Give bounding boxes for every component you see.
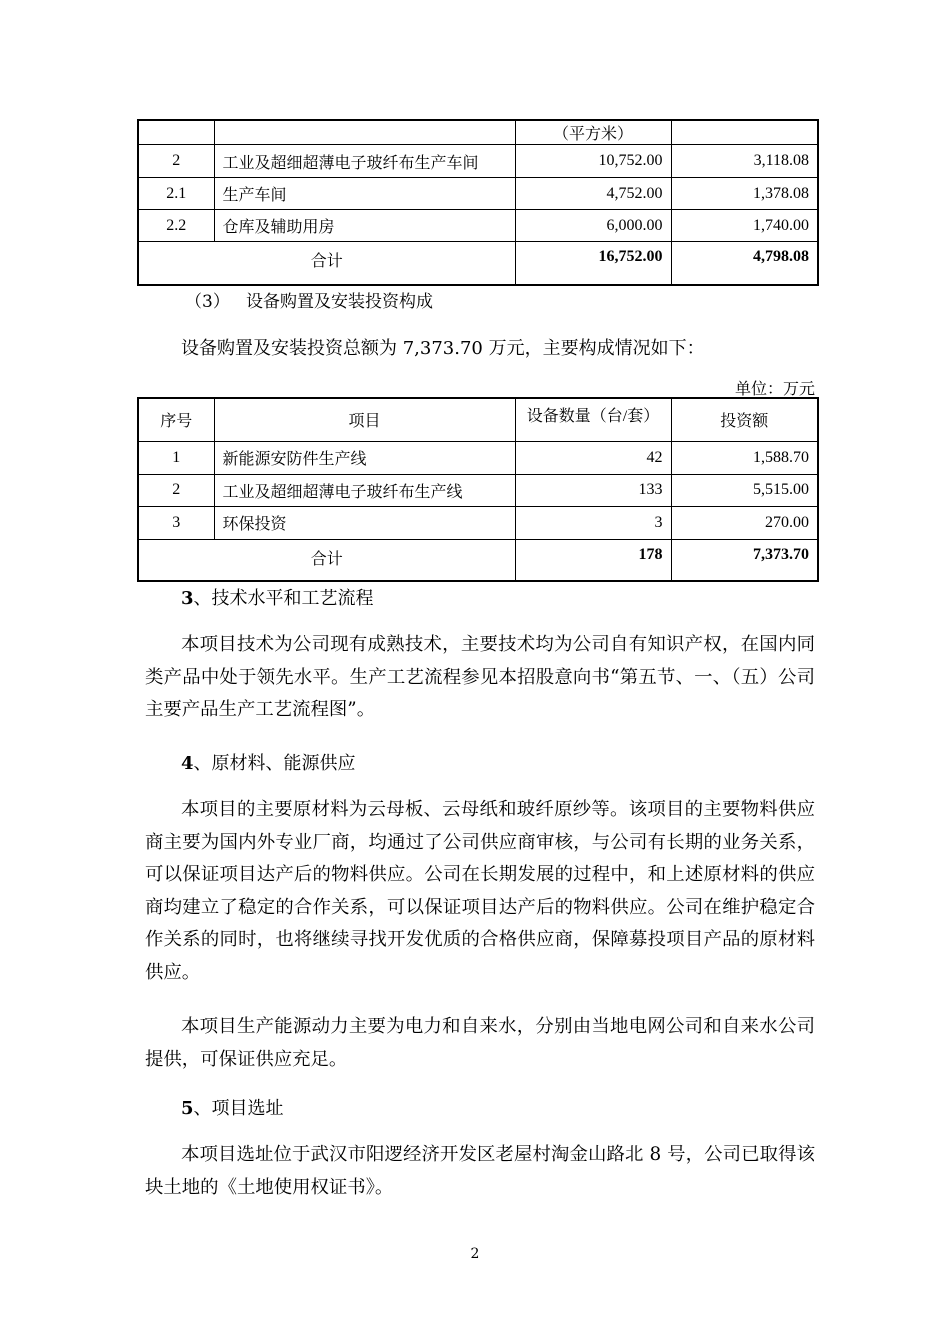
section-heading-5: 5、项目选址	[181, 1098, 284, 1119]
table-row: 3 环保投资 3 270.00	[138, 506, 818, 539]
section-heading-4: 4、原材料、能源供应	[181, 753, 356, 774]
table-row: 2 工业及超细超薄电子玻纤布生产车间 10,752.00 3,118.08	[138, 145, 818, 178]
table-row: 2 工业及超细超薄电子玻纤布生产线 133 5,515.00	[138, 474, 818, 506]
section-heading-3: 3、技术水平和工艺流程	[181, 588, 374, 609]
paragraph: 本项目生产能源动力主要为电力和自来水，分别由当地电网公司和自来水公司提供，可保证供应充足。	[145, 1016, 815, 1070]
unit-label: 单位：万元	[734, 379, 815, 398]
page-number: 2	[470, 1246, 480, 1262]
paragraph: 本项目选址位于武汉市阳逻经济开发区老屋村淘金山路北 8 号，公司已取得该块土地的《土地使用权证书》。	[145, 1144, 815, 1198]
table-row: 1 新能源安防件生产线 42 1,588.70	[138, 441, 818, 474]
total-row: 合计 16,752.00 4,798.08	[138, 242, 818, 285]
table-header: 序号 项目 设备数量（台/套） 投资额	[138, 398, 818, 441]
table-row: 2.1 生产车间 4,752.00 1,378.08	[138, 178, 818, 210]
paragraph: 本项目技术为公司现有成熟技术，主要技术均为公司自有知识产权，在国内同类产品中处于领先水平。生产工艺流程参见本招股意向书“第五节、一、（五）公司主要产品生产工艺流程图”。	[145, 634, 815, 720]
building-investment-table	[137, 119, 819, 286]
total-row: 合计 178 7,373.70	[138, 539, 818, 581]
subsection-heading: （3） 设备购置及安装投资构成	[185, 292, 434, 312]
table-row: 2.2 仓库及辅助用房 6,000.00 1,740.00	[138, 210, 818, 242]
equipment-investment-table	[137, 397, 819, 582]
paragraph: 本项目的主要原材料为云母板、云母纸和玻纤原纱等。该项目的主要物料供应商主要为国内外专业厂商，均通过了公司供应商审核，与公司有长期的业务关系，可以保证项目达产后的物料供应。公司在长期发展的过程中，和上述原材料的供应商均建立了稳定的合作关系，可以保证项目达产后的物料供应。公司在维护稳定合作关系的同时，也将继续寻找开发优质的合格供应商，保障募投项目产品的原材料供应。	[145, 799, 815, 983]
equipment-intro: 设备购置及安装投资总额为 7,373.70 万元，主要构成情况如下：	[181, 338, 705, 359]
area-unit-header: （平方米）	[515, 120, 671, 145]
